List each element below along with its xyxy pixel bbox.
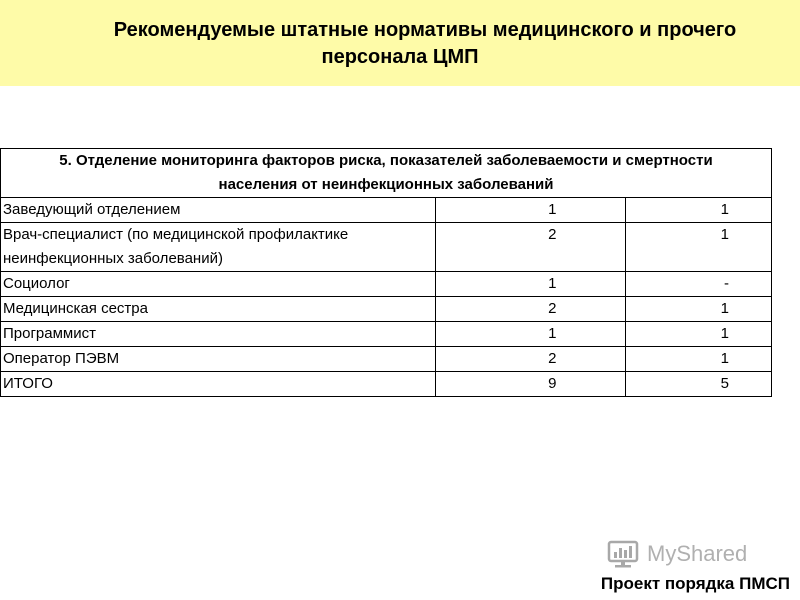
total-row [1,372,772,397]
value-col-2: 1 [625,198,771,223]
value-col-1: 2 [436,297,625,322]
total-value-col-2: 5 [625,372,771,397]
value-col-1: 2 [436,347,625,372]
position-name: Оператор ПЭВМ [1,347,436,372]
watermark[interactable] [607,539,767,569]
table-row [1,322,772,347]
section-header-line1: 5. Отделение мониторинга факторов риска, показателей заболеваемости и смертности [59,152,713,169]
position-name [1,223,436,272]
value-col-1: 1 [436,198,625,223]
table-row [1,198,772,223]
value-col-1: 1 [436,322,625,347]
watermark-text: MyShared [647,541,748,566]
value-col-2: 1 [625,223,771,272]
position-name: Социолог [1,272,436,297]
staff-norms-table [0,148,772,397]
title-band [0,0,800,86]
value-col-1: 2 [436,223,625,272]
table-row [1,297,772,322]
section-header-cell [1,149,772,198]
value-col-2: 1 [625,322,771,347]
value-col-2: - [625,272,771,297]
section-header-line2: населения от неинфекционных заболеваний [218,176,554,193]
position-name: Медицинская сестра [1,297,436,322]
value-col-1: 1 [436,272,625,297]
value-col-2: 1 [625,347,771,372]
table-row [1,272,772,297]
table-row [1,347,772,372]
slide-title-line2: персонала ЦМП [321,46,479,68]
total-label: ИТОГО [1,372,436,397]
myshared-logo-icon [607,539,639,569]
position-name: Заведующий отделением [1,198,436,223]
position-name-line1: Врач-специалист (по медицинской профилактике [3,226,349,243]
table-row [1,223,772,272]
section-header-row [1,149,772,198]
position-name-line2: неинфекционных заболеваний) [3,250,223,267]
position-name: Программист [1,322,436,347]
footer-caption: Проект порядка ПМСП [600,574,790,593]
value-col-2: 1 [625,297,771,322]
total-value-col-1: 9 [436,372,625,397]
slide-title-line1: Рекомендуемые штатные нормативы медицинского и прочего [113,19,737,41]
